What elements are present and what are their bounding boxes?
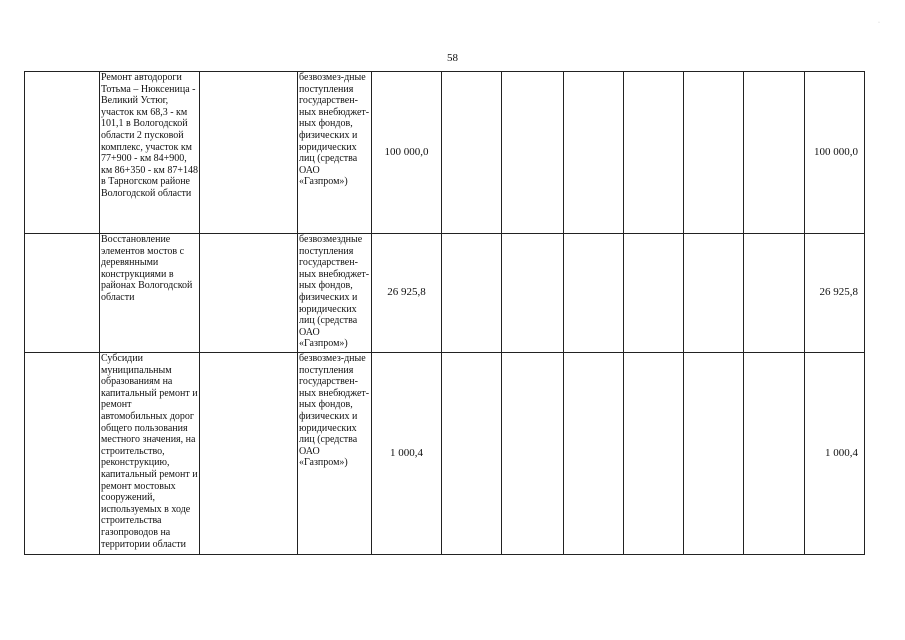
row-number-cell bbox=[25, 72, 100, 234]
total-cell: 100 000,0 bbox=[805, 72, 865, 234]
funding-source-cell: безвозмез-дные поступления государствен-ных внебюджет-ных фондов, физических и юридических лиц (средства ОАО «Газпром») bbox=[298, 72, 372, 234]
empty-cell bbox=[200, 353, 298, 555]
funding-source-cell: безвозмездные поступления государствен-ных внебюджет-ных фондов, физических и юридических лиц (средства ОАО «Газпром») bbox=[298, 234, 372, 353]
empty-cell bbox=[502, 72, 564, 234]
funding-source-cell: безвозмез-дные поступления государствен-ных внебюджет-ных фондов, физических и юридических лиц (средства ОАО «Газпром») bbox=[298, 353, 372, 555]
table-row bbox=[25, 353, 865, 555]
empty-cell bbox=[624, 353, 684, 555]
amount-cell: 26 925,8 bbox=[372, 234, 442, 353]
empty-cell bbox=[200, 234, 298, 353]
empty-cell bbox=[442, 72, 502, 234]
empty-cell bbox=[744, 353, 805, 555]
empty-cell bbox=[564, 353, 624, 555]
empty-cell bbox=[744, 72, 805, 234]
empty-cell bbox=[684, 234, 744, 353]
row-number-cell bbox=[25, 353, 100, 555]
empty-cell bbox=[684, 353, 744, 555]
amount-cell: 1 000,4 bbox=[372, 353, 442, 555]
empty-cell bbox=[502, 234, 564, 353]
empty-cell bbox=[624, 234, 684, 353]
empty-cell bbox=[684, 72, 744, 234]
empty-cell bbox=[442, 353, 502, 555]
table-row bbox=[25, 72, 865, 234]
measure-name-cell: Восстановление элементов мостов с деревянными конструкциями в районах Вологодской области bbox=[100, 234, 200, 353]
amount-cell: 100 000,0 bbox=[372, 72, 442, 234]
page-number: 58 bbox=[447, 52, 458, 64]
empty-cell bbox=[744, 234, 805, 353]
total-cell: 1 000,4 bbox=[805, 353, 865, 555]
total-cell: 26 925,8 bbox=[805, 234, 865, 353]
empty-cell bbox=[624, 72, 684, 234]
empty-cell bbox=[442, 234, 502, 353]
empty-cell bbox=[200, 72, 298, 234]
table-row bbox=[25, 234, 865, 353]
corner-mark: · bbox=[878, 20, 880, 26]
measure-name-cell: Субсидии муниципальным образованиям на капитальный ремонт и ремонт автомобильных дорог общего пользования местного значения, на строительство, реконструкцию, капитальный ремонт и ремонт мостовых сооружений, используемых в ходе строительства газопроводов на территории области bbox=[100, 353, 200, 555]
empty-cell bbox=[564, 72, 624, 234]
empty-cell bbox=[502, 353, 564, 555]
measure-name-cell: Ремонт автодороги Тотьма – Нюксеница - Великий Устюг, участок км 68,3 - км 101,1 в Вологодской области 2 пусковой комплекс, участок км 77+900 - км 84+900, км 86+350 - км 87+148 в Тарногском районе Вологодской области bbox=[100, 72, 200, 234]
empty-cell bbox=[564, 234, 624, 353]
row-number-cell bbox=[25, 234, 100, 353]
budget-table bbox=[24, 71, 865, 555]
